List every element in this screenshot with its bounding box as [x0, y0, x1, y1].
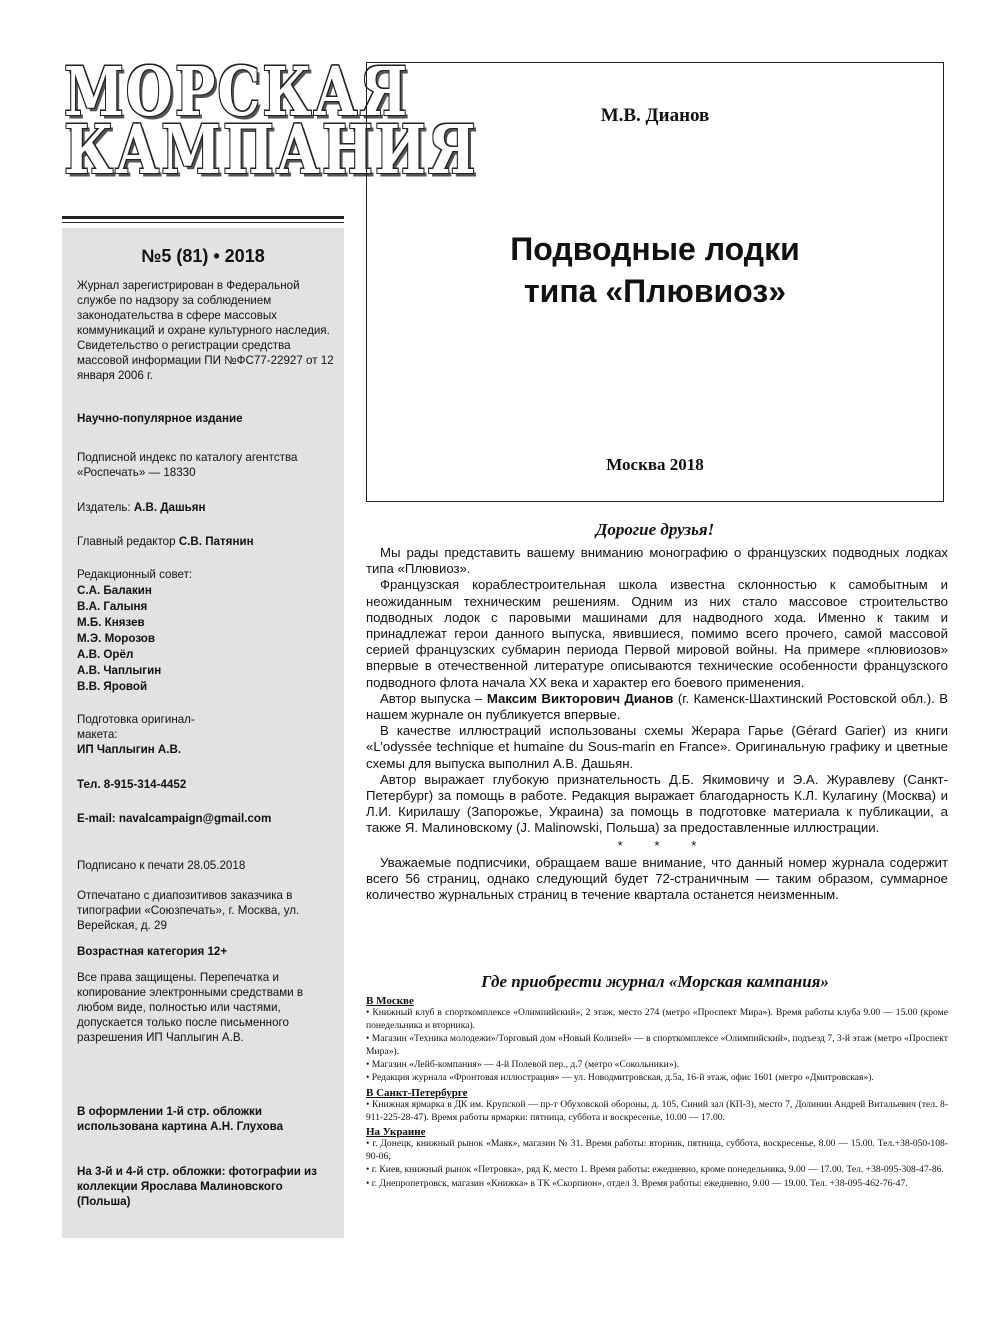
book-title — [367, 228, 943, 312]
logo-line-2: КАМПАНИЯ — [64, 109, 478, 189]
shop-item: • Редакция журнала «Фронтовая иллюстрация» — ул. Новодмитровская, д.5а, 16-й этаж, офис 1601 (метро «Дмитровская»). — [366, 1072, 874, 1084]
board-member: В.А. Галыня — [77, 600, 148, 613]
place-year: Москва 2018 — [606, 455, 704, 474]
imprint-sidebar — [62, 228, 344, 1238]
publisher-label: Издатель: — [77, 501, 131, 514]
printing-house: Отпечатано с диапозитивов заказчика в типографии «Союзпечать», г. Москва, ул. Верейская, д. 29 — [77, 889, 300, 932]
shop-item: • г. Киев, книжный рынок «Петровка», ряд К, место 1. Время работы: ежедневно, кроме понедельника, 9.00 — 17.00. Тел. +38-095-308-47-86. — [366, 1164, 944, 1176]
board-member: А.В. Чаплыгин — [77, 664, 162, 677]
author-name: М.В. Дианов — [600, 105, 710, 126]
masthead-rule-thick — [62, 216, 344, 219]
masthead-rule-thin — [62, 222, 344, 223]
board-label: Редакционный совет: — [77, 568, 193, 581]
author-intro: Автор выпуска – — [380, 690, 483, 706]
title-box — [366, 62, 944, 502]
separator-stars: * * * — [617, 837, 711, 853]
board-member: С.А. Балакин — [77, 584, 152, 597]
shop-item: • Книжный клуб в спорткомплексе «Олимпийский», 2 этаж, место 274 (метро «Проспект Мира»). Время работы клуба 9.00 — 15.00 (кроме понедельника и вторника). — [366, 1007, 948, 1031]
email: E-mail: navalcampaign@gmail.com — [77, 812, 272, 825]
author-full-name: Максим Викторович Дианов — [486, 690, 674, 706]
editor-name: С.В. Патянин — [178, 535, 254, 548]
title-line-1: Подводные лодки — [510, 231, 800, 267]
shop-item: • г. Днепропетровск, магазин «Книжка» в ТК «Скорпион», отдел 3. Время работы: ежедневно, 9.00 — 19.00. Тел. +38-095-462-76-47. — [366, 1177, 908, 1189]
paragraph-author — [366, 691, 948, 723]
title-line-2: типа «Плювиоз» — [524, 273, 786, 309]
magazine-logo — [64, 51, 478, 189]
publisher-name: А.В. Дашьян — [133, 501, 206, 514]
publisher-line — [77, 500, 335, 515]
editor-label: Главный редактор — [77, 535, 176, 548]
subscription-index: Подписной индекс по каталогу агентства «Роспечать» — 18330 — [77, 451, 298, 479]
signed-date: Подписано к печати 28.05.2018 — [77, 859, 246, 872]
shop-item: • Книжная ярмарка в ДК им. Крупской — пр-т Обуховской обороны, д. 105, Синий зал (КП-3), место 7, Долинин Андрей Витальевич (тел. 8-911-225-28-47). Время работы ярмарки: пятница, суббота и воскресенье, 10.00 — 17.00. — [366, 1099, 948, 1123]
region-spb: В Санкт-Петербурге — [366, 1086, 468, 1099]
age-rating: Возрастная категория 12+ — [77, 945, 228, 958]
edition-type: Научно-популярное издание — [77, 412, 243, 425]
where-to-buy-heading: Где приобрести журнал «Морская кампания» — [481, 972, 829, 991]
logo-line-1: МОРСКАЯ — [64, 51, 410, 131]
paragraph: Мы рады представить вашему вниманию монографию о французских подводных лодках типа «Плювиоз». — [366, 545, 948, 577]
prep-label: Подготовка оригинал-макета: — [77, 713, 195, 741]
shop-item: • г. Донецк, книжный рынок «Маяк», магазин № 31. Время работы: вторник, пятница, суббота, воскресенье, 8.00 — 15.00. Тел.+38-050-108-90-06, — [366, 1138, 948, 1162]
phone: Тел. 8-915-314-4452 — [77, 778, 187, 791]
board-member: А.В. Орёл — [77, 648, 134, 661]
editor-line — [77, 534, 335, 549]
shop-item: • Магазин «Техника молодежи»/Торговый дом «Новый Колизей» — в спорткомплексе «Олимпийский», подъезд 7, 3-й этаж (метро «Проспект Мира»). — [366, 1033, 948, 1057]
shop-item: • Магазин «Лейб-компания» — 4-й Полевой пер., д.7 (метро «Сокольники»). — [366, 1059, 680, 1071]
prep-name: ИП Чаплыгин А.В. — [77, 743, 182, 756]
cover-front-credit: В оформлении 1-й стр. обложки использована картина А.Н. Глухова — [77, 1105, 284, 1133]
author-rest: (г. Каменск-Шахтинский Ростовской обл.). В нашем журнале он публикуется впервые. — [366, 690, 949, 723]
registration-text: Журнал зарегистрирован в Федеральной службе по надзору за соблюдением законодательства в сфере массовых коммуникаций и охране культурного наследия. Свидетельство о регистрации средства массовой информации ПИ №ФС77-22927 от 12 января 2006 г. — [77, 279, 334, 382]
board-member: М.Э. Морозов — [77, 632, 156, 645]
shop-list — [366, 993, 948, 1191]
board-member: М.Б. Князев — [77, 616, 145, 629]
region-moscow: В Москве — [366, 995, 414, 1007]
paragraph: Автор выражает глубокую признательность Д.Б. Якимовичу и Э.А. Журавлеву (Санкт-Петербург) за помощь в работе. Редакция выражает благодарность К.Л. Кулагину (Москва) и Л.И. Кирилашу (Запорожье, Украина) за помощь в подготовке материала к публикации, а также Я. Малиновскому (J. Malinowski, Польша) за предоставленные иллюстрации. — [366, 771, 948, 836]
board-member: В.В. Яровой — [77, 680, 148, 693]
paragraph: В качестве иллюстраций использованы схемы Жерара Гарье (Gérard Garier) из книги «L’odyssée technique et humaine du Sous-marin en France». Оригинальную графику и цветные схемы для выпуска выполнил А.В. Дашьян. — [366, 723, 948, 771]
editorial-text — [366, 545, 948, 903]
paragraph: Уважаемые подписчики, обращаем ваше внимание, что данный номер журнала содержит всего 56 страниц, однако следующий будет 72-страничным — таким образом, суммарное количество журнальных страниц в течение квартала останется неизменным. — [366, 854, 948, 903]
paragraph: Французская кораблестроительная школа известна склонностью к самобытным и неожиданным техническим решениям. Одним из них стало массовое строительство подводных лодок с паровыми машинами для надводного хода. Именно к таким и принадлежат герои данного выпуска, явившиеся, помимо всего прочего, самой массовой серией французских субмарин периода Первой мировой войны. На примере «плювиозов» впервые в отечественной литературе описываются технические особенности французского подводного флота начала XX века и характер его боевого применения. — [366, 577, 948, 690]
region-ukraine: На Украине — [366, 1126, 426, 1139]
rights-notice: Все права защищены. Перепечатка и копирование электронными средствами в любом виде, полностью или частями, допускается только после письменного разрешения ИП Чаплыгин А.В. — [77, 971, 304, 1044]
greeting-heading: Дорогие друзья! — [595, 520, 715, 539]
cover-back-credit: На 3-й и 4-й стр. обложки: фотографии из коллекции Ярослава Малиновского (Польша) — [77, 1165, 317, 1208]
issue-number: №5 (81) • 2018 — [141, 246, 265, 266]
